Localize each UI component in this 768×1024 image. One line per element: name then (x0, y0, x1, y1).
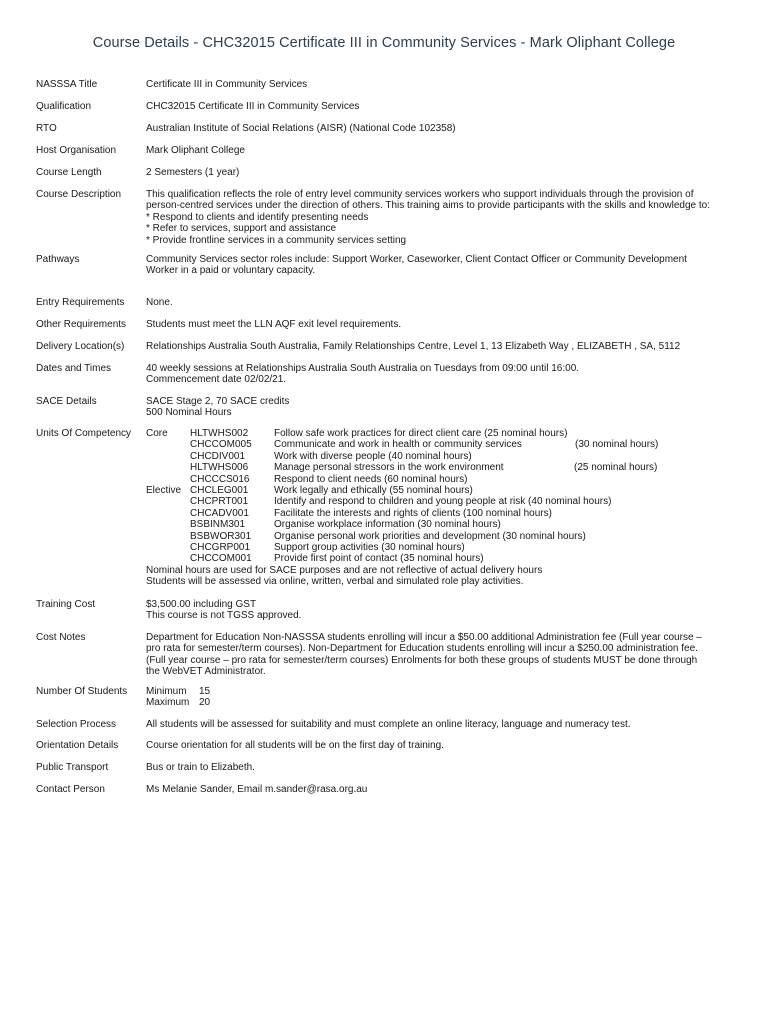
description-line: This qualification reflects the role of entry level community services workers who support individuals through the provision of (146, 189, 694, 200)
unit-code: CHCCOM005 (190, 439, 252, 451)
unit-title: Organise workplace information (30 nominal hours) (274, 519, 501, 531)
units-note: Nominal hours are used for SACE purposes and are not reflective of actual delivery hours (146, 564, 543, 576)
field-value (146, 632, 736, 678)
cost-note-line: Department for Education Non-NASSSA students enrolling will incur a $50.00 additional Administration fee (Full year course – (146, 632, 702, 643)
field-label: Units Of Competency (36, 428, 132, 439)
unit-code: CHCADV001 (190, 507, 249, 519)
field-label: Course Length (36, 167, 102, 178)
unit-title: Follow safe work practices for direct client care (25 nominal hours) (274, 428, 568, 439)
field-label: Contact Person (36, 784, 105, 795)
pathways-line: Community Services sector roles include: Support Worker, Caseworker, Client Contact Officer or Community Development (146, 254, 687, 265)
field-label: Dates and Times (36, 363, 112, 374)
description-line: person-centred services under the direction of others. This training aims to provide participants with the skills and knowledge to: (146, 200, 710, 212)
field-label: RTO (36, 123, 57, 134)
unit-row (146, 519, 736, 530)
unit-row (146, 542, 736, 553)
description-line: * Provide frontline services in a community services setting (146, 234, 407, 246)
field-value: Course orientation for all students will be on the first day of training. (146, 740, 444, 751)
dates-line: Commencement date 02/02/21. (146, 374, 287, 386)
field-label: Selection Process (36, 719, 117, 730)
page-title: Course Details - CHC32015 Certificate III in Community Services - Mark Oliphant College (92, 35, 676, 51)
sace-line: 500 Nominal Hours (146, 407, 232, 419)
unit-code: CHCCCS016 (190, 473, 250, 485)
field-value: Ms Melanie Sander, Email m.sander@rasa.org.au (146, 784, 368, 795)
pathways-line: Worker in a paid or voluntary capacity. (146, 265, 316, 277)
field-label: Public Transport (36, 762, 109, 773)
field-label: Training Cost (36, 599, 96, 610)
field-label: Cost Notes (36, 632, 86, 643)
min-label: Minimum (146, 686, 187, 697)
unit-row (146, 553, 736, 564)
unit-title: Manage personal stressors in the work environment (274, 462, 504, 474)
field-value: All students will be assessed for suitability and must complete an online literacy, language and numeracy test. (146, 719, 631, 730)
field-value (146, 599, 736, 622)
field-value (146, 363, 736, 386)
unit-row (146, 474, 736, 485)
unit-title: Work legally and ethically (55 nominal hours) (274, 484, 473, 496)
field-value: Bus or train to Elizabeth. (146, 762, 255, 773)
field-label: Other Requirements (36, 319, 127, 330)
unit-type: Core (146, 428, 168, 439)
field-value: Mark Oliphant College (146, 145, 245, 156)
field-label: Course Description (36, 189, 122, 200)
unit-code: CHCCOM001 (190, 553, 252, 565)
cost-note-line: pro rata for semester/term courses). Non-Department for Education students enrolling will incur a $250.00 administration fee. (146, 643, 698, 655)
field-label: SACE Details (36, 396, 97, 407)
max-students-row (146, 697, 736, 708)
unit-code: CHCDIV001 (190, 450, 246, 462)
unit-title: Facilitate the interests and rights of clients (100 nominal hours) (274, 507, 552, 519)
cost-note-line: (Full year course – pro rata for semester/term courses) Enrolments for both these groups of students MUST be done through (146, 654, 698, 666)
field-value: CHC32015 Certificate III in Community Services (146, 101, 360, 112)
field-label: NASSSA Title (36, 79, 98, 90)
unit-title: Organise personal work priorities and development (30 nominal hours) (274, 530, 586, 542)
field-value: Australian Institute of Social Relations (AISR) (National Code 102358) (146, 123, 456, 134)
units-list (146, 428, 736, 588)
units-note: Students will be assessed via online, written, verbal and simulated role play activities. (146, 576, 524, 588)
unit-code: CHCLEG001 (190, 484, 249, 496)
max-label: Maximum (146, 697, 190, 709)
unit-title: Support group activities (30 nominal hours) (274, 541, 465, 553)
unit-code: HLTWHS006 (190, 462, 249, 474)
unit-row (146, 496, 736, 507)
field-value (146, 686, 736, 709)
cost-note-line: the WebVET Administrator. (146, 666, 266, 678)
field-label: Orientation Details (36, 740, 119, 751)
max-value: 20 (199, 697, 211, 709)
field-value: Relationships Australia South Australia, Family Relationships Centre, Level 1, 13 Elizabeth Way , ELIZABETH , SA, 5112 (146, 341, 681, 352)
unit-row (146, 462, 736, 473)
unit-code: BSBWOR301 (190, 530, 252, 542)
cost-line: This course is not TGSS approved. (146, 610, 302, 622)
field-label: Host Organisation (36, 145, 117, 156)
unit-code: CHCGRP001 (190, 541, 251, 553)
unit-code: HLTWHS002 (190, 428, 249, 439)
field-value: None. (146, 297, 173, 308)
unit-row (146, 531, 736, 542)
min-value: 15 (199, 686, 211, 697)
unit-code: CHCPRT001 (190, 496, 249, 508)
unit-hours: (25 nominal hours) (574, 462, 658, 474)
field-label: Entry Requirements (36, 297, 125, 308)
description-line: * Respond to clients and identify presenting needs (146, 211, 369, 223)
field-value: Certificate III in Community Services (146, 79, 308, 90)
description-line: * Refer to services, support and assistance (146, 223, 337, 235)
unit-title: Respond to client needs (60 nominal hours) (274, 473, 468, 485)
unit-row (146, 485, 736, 496)
unit-title: Communicate and work in health or community services (274, 439, 522, 451)
field-label: Qualification (36, 101, 92, 112)
field-label: Delivery Location(s) (36, 341, 125, 352)
field-value (146, 189, 736, 246)
unit-type: Elective (146, 484, 182, 496)
unit-title: Identify and respond to children and young people at risk (40 nominal hours) (274, 496, 612, 508)
unit-row (146, 428, 736, 439)
unit-row (146, 439, 736, 450)
field-value: 2 Semesters (1 year) (146, 167, 240, 178)
field-value: Students must meet the LLN AQF exit level requirements. (146, 319, 402, 330)
unit-row (146, 451, 736, 462)
field-value (146, 396, 736, 419)
unit-code: BSBINM301 (190, 519, 246, 531)
field-label: Pathways (36, 254, 80, 265)
min-students-row (146, 686, 736, 697)
dates-line: 40 weekly sessions at Relationships Australia South Australia on Tuesdays from 09:00 until 16:00. (146, 363, 580, 374)
unit-title: Work with diverse people (40 nominal hours) (274, 450, 472, 462)
unit-title: Provide first point of contact (35 nominal hours) (274, 553, 484, 565)
sace-line: SACE Stage 2, 70 SACE credits (146, 396, 290, 407)
unit-hours: (30 nominal hours) (575, 439, 659, 451)
field-label: Number Of Students (36, 686, 128, 697)
field-value (146, 254, 736, 277)
unit-row (146, 508, 736, 519)
cost-line: $3,500.00 including GST (146, 599, 257, 610)
